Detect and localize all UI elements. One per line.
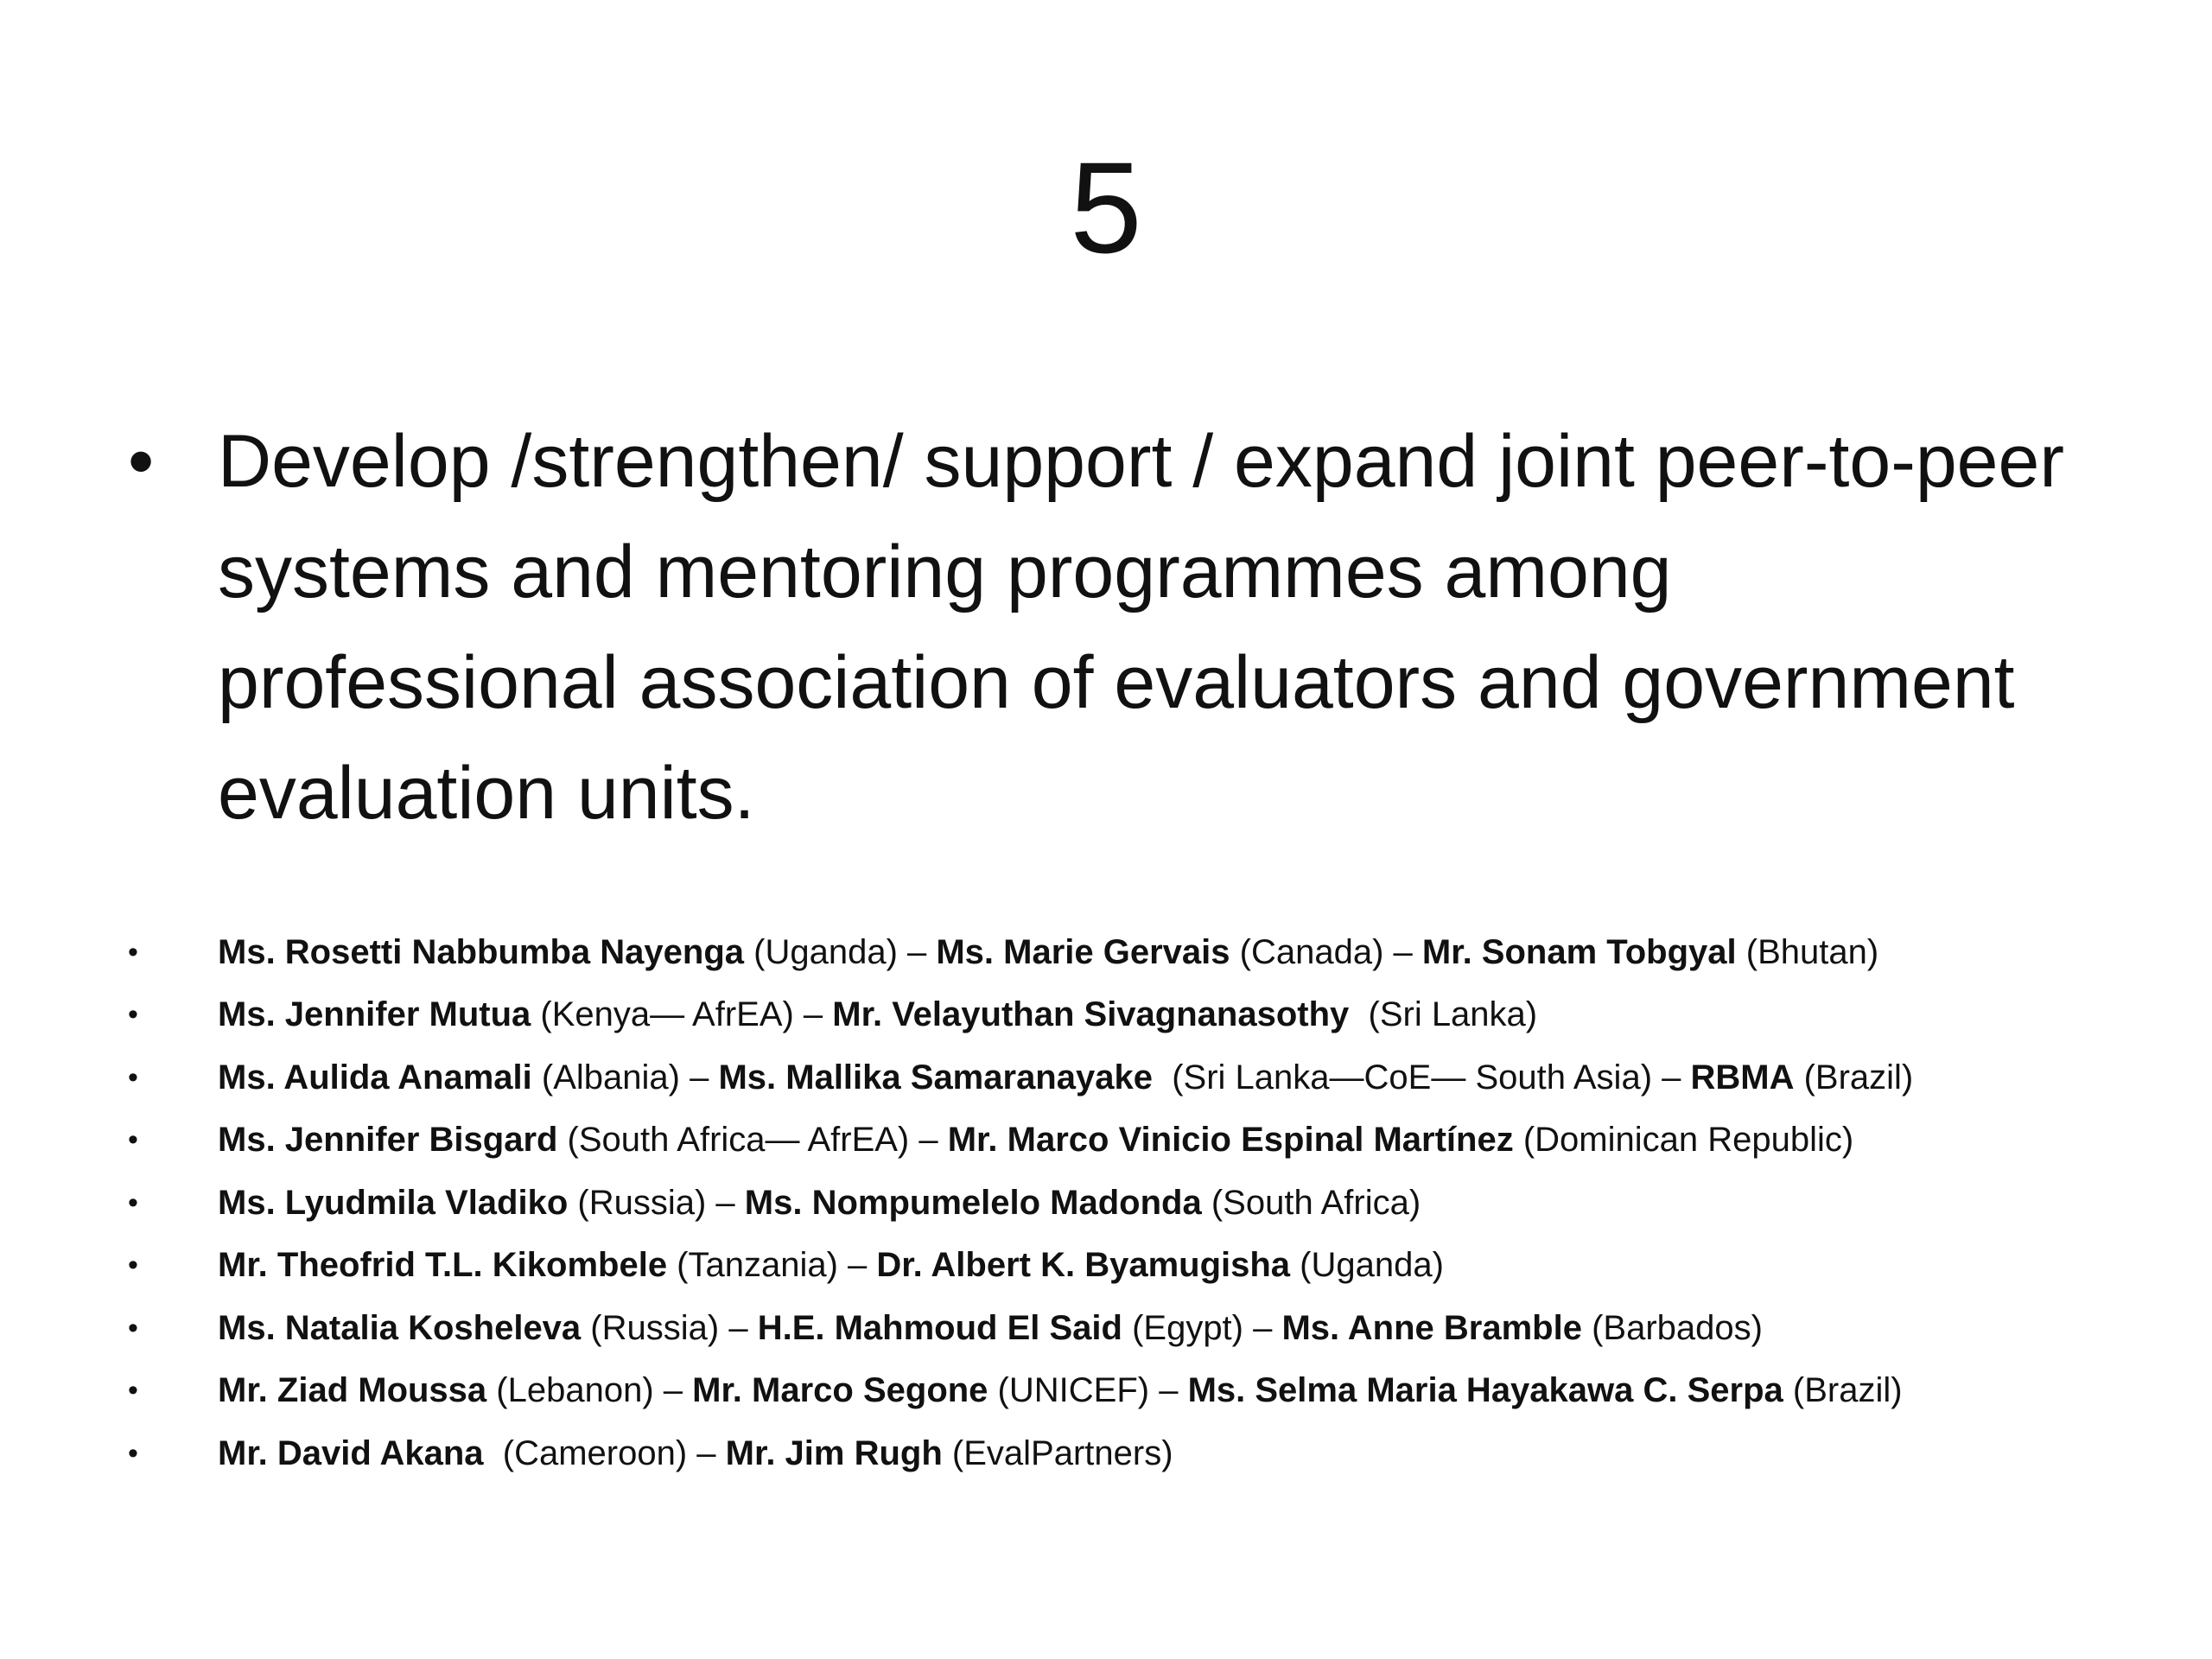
participant-line: [218, 933, 1878, 972]
participant-affiliation: (Uganda): [1290, 1246, 1444, 1285]
participant-name: Ms. Natalia Kosheleva: [218, 1308, 582, 1347]
participant-row: [128, 984, 2115, 1047]
participant-affiliation: (Cameroon) –: [483, 1433, 726, 1472]
bullet-marker: •: [128, 1060, 138, 1094]
participant-affiliation: (Canada) –: [1230, 932, 1422, 971]
participant-affiliation: (UNICEF) –: [988, 1371, 1188, 1410]
bullet-marker: •: [128, 1185, 138, 1219]
participant-line: [218, 995, 1537, 1034]
bullet-marker: •: [128, 935, 138, 969]
participant-name: Mr. Sonam Tobgyal: [1421, 932, 1737, 971]
participant-affiliation: (Tanzania) –: [667, 1246, 877, 1285]
participant-line: [218, 1309, 1763, 1348]
participant-affiliation: (Russia) –: [581, 1308, 758, 1347]
participant-name: Ms. Jennifer Mutua: [218, 995, 531, 1034]
participant-row: [128, 1235, 2115, 1298]
participant-affiliation: (Kenya— AfrEA) –: [531, 995, 833, 1034]
bullet-marker: •: [128, 1436, 138, 1470]
participant-name: Ms. Anne Bramble: [1281, 1308, 1582, 1347]
participant-name: Mr. Jim Rugh: [725, 1433, 943, 1472]
participant-line: [218, 1246, 1444, 1285]
participant-line: [218, 1184, 1421, 1223]
participant-name: H.E. Mahmoud El Said: [757, 1308, 1122, 1347]
participant-affiliation: (Brazil): [1783, 1371, 1903, 1410]
main-bullet: [128, 406, 2081, 849]
bullet-marker: •: [128, 1123, 138, 1157]
participant-line: [218, 1434, 1173, 1473]
participant-affiliation: (South Africa): [1201, 1183, 1421, 1222]
participant-name: Ms. Selma Maria Hayakawa C. Serpa: [1187, 1371, 1783, 1410]
participant-name: Mr. Marco Vinicio Espinal Martínez: [947, 1121, 1514, 1160]
participant-line: [218, 1058, 1913, 1097]
participant-affiliation: (Russia) –: [568, 1183, 745, 1222]
participant-name: Ms. Rosetti Nabbumba Nayenga: [218, 932, 745, 971]
participant-affiliation: (EvalPartners): [942, 1433, 1173, 1472]
participant-affiliation: (Lebanon) –: [486, 1371, 693, 1410]
participant-affiliation: (Brazil): [1794, 1058, 1914, 1096]
participant-name: Ms. Marie Gervais: [936, 932, 1230, 971]
participant-name: Ms. Nompumelelo Madonda: [744, 1183, 1202, 1222]
participant-affiliation: (Egypt) –: [1122, 1308, 1282, 1347]
participant-affiliation: (Sri Lanka—CoE— South Asia) –: [1152, 1058, 1691, 1096]
participant-name: Mr. Velayuthan Sivagnanasothy: [832, 995, 1350, 1034]
participant-name: Mr. David Akana: [218, 1433, 484, 1472]
participant-affiliation: (Uganda) –: [744, 932, 937, 971]
bullet-marker: •: [128, 998, 138, 1032]
participant-name: Dr. Albert K. Byamugisha: [876, 1246, 1291, 1285]
bullet-marker: •: [128, 420, 155, 503]
participant-name: Mr. Marco Segone: [692, 1371, 988, 1410]
participant-row: [128, 1046, 2115, 1109]
participant-affiliation: (Albania) –: [531, 1058, 719, 1096]
participant-affiliation: (Bhutan): [1736, 932, 1879, 971]
slide-title: 5: [1070, 135, 1142, 280]
participant-name: Ms. Mallika Samaranayake: [718, 1058, 1153, 1096]
participant-row: [128, 1360, 2115, 1423]
bullet-marker: •: [128, 1374, 138, 1408]
bullet-marker: •: [128, 1311, 138, 1344]
bullet-marker: •: [128, 1249, 138, 1282]
participant-row: [128, 1109, 2115, 1173]
participant-name: Mr. Theofrid T.L. Kikombele: [218, 1246, 668, 1285]
participants-list: [128, 921, 2115, 1485]
participant-name: Mr. Ziad Moussa: [218, 1371, 487, 1410]
participant-affiliation: (Barbados): [1581, 1308, 1763, 1347]
participant-row: [128, 1172, 2115, 1235]
participant-row: [128, 921, 2115, 984]
participant-name: Ms. Lyudmila Vladiko: [218, 1183, 569, 1222]
participant-row: [128, 1297, 2115, 1360]
participant-name: RBMA: [1690, 1058, 1795, 1096]
participant-line: [218, 1121, 1853, 1160]
participant-affiliation: (Sri Lanka): [1349, 995, 1538, 1034]
participant-name: Ms. Jennifer Bisgard: [218, 1121, 558, 1160]
participant-row: [128, 1422, 2115, 1485]
main-bullet-text: Develop /strengthen/ support / expand joint peer-to-peer systems and mentoring programmes among professional association of evaluators and government evaluation units.: [218, 420, 2064, 835]
participant-name: Ms. Aulida Anamali: [218, 1058, 532, 1096]
participant-affiliation: (Dominican Republic): [1513, 1121, 1854, 1160]
participant-affiliation: (South Africa— AfrEA) –: [557, 1121, 948, 1160]
participant-line: [218, 1371, 1903, 1410]
